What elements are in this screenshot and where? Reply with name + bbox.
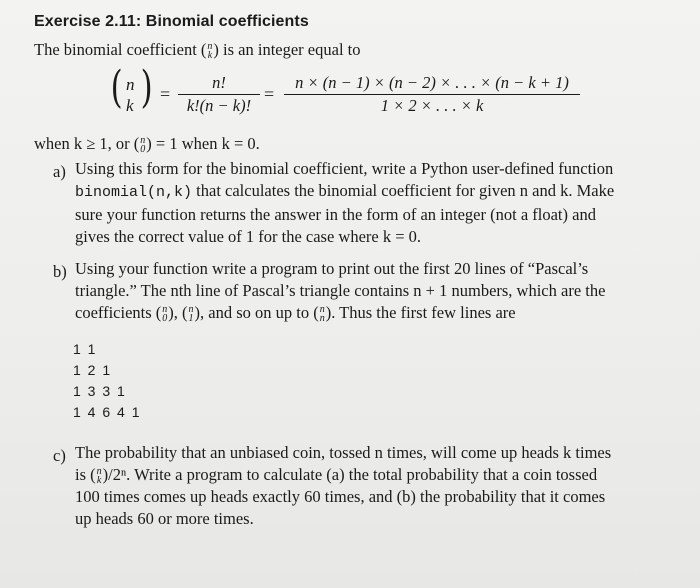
binom-bottom: k (207, 50, 213, 62)
binom-bottom: n (319, 313, 325, 325)
intro-line (34, 40, 361, 60)
item-c-text (75, 442, 611, 530)
item-c-line-3: 100 times comes up heads exactly 60 times, and (b) the probability that it comes (75, 487, 606, 506)
item-b-line-3 (75, 302, 605, 324)
binom-top: n (162, 304, 168, 316)
item-b-text (75, 258, 605, 324)
intro-text-before: The binomial coefficient ( (34, 40, 207, 59)
binom-bottom: 0 (162, 313, 168, 325)
when-line (34, 134, 260, 154)
item-a-line-4: gives the correct value of 1 for the case where k = 0. (75, 227, 422, 246)
item-a-label: a) (53, 162, 66, 181)
item-a-line-3: sure your function returns the answer in the form of an integer (not a float) and (75, 205, 596, 224)
item-c-line-4: up heads 60 or more times. (75, 509, 254, 528)
code-binomial-function: binomial(n,k) (75, 184, 193, 201)
item-b-line-2: triangle.” The nth line of Pascal’s triangle contains n + 1 numbers, which are the (75, 281, 606, 300)
item-b-line-3-post: ). Thus the first few lines are (325, 303, 516, 322)
lhs-n: n (126, 75, 135, 94)
when-text-1: when k ≥ 1, or ( (34, 134, 140, 153)
fraction2-denominator: 1 × 2 × . . . × k (380, 96, 484, 115)
item-c-label: c) (53, 446, 66, 465)
item-c-line-2-post: )/2ⁿ. Write a program to calculate (a) the total probability that a coin tossed (102, 465, 598, 484)
inline-binomial (96, 467, 103, 485)
pascal-triangle-lines (73, 339, 141, 423)
fraction1-denominator: k!(n − k)! (186, 96, 252, 115)
lhs-k: k (126, 96, 134, 115)
item-b-line-3-mid1: ), ( (168, 303, 188, 322)
equals-sign-2: = (264, 84, 275, 104)
binom-top: n (319, 304, 325, 316)
item-b-label: b) (53, 262, 67, 281)
binom-top: n (207, 41, 213, 53)
when-text-2: ) = 1 when k = 0. (146, 134, 260, 153)
binom-bottom: k (96, 475, 102, 487)
pascal-line: 1 1 (73, 341, 97, 357)
factorial-fraction (178, 73, 260, 116)
item-c-line-2 (75, 464, 611, 486)
exercise-heading: Exercise 2.11: Binomial coefficients (34, 13, 309, 30)
item-a-line-2 (75, 180, 614, 204)
item-a-line-1: Using this form for the binomial coefficient, write a Python user-defined function (75, 159, 614, 178)
item-b-line-3-pre: coefficients ( (75, 303, 162, 322)
inline-binomial (188, 305, 195, 323)
pascal-line: 1 4 6 4 1 (73, 404, 141, 420)
item-b-line-3-mid2: ), and so on up to ( (194, 303, 319, 322)
item-c-line-1: The probability that an unbiased coin, tossed n times, will come up heads k times (75, 443, 612, 462)
equation-lhs-binomial: ( n k ) (110, 62, 153, 115)
fraction1-numerator: n! (212, 73, 226, 92)
intro-text-after: ) is an integer equal to (213, 40, 361, 59)
pascal-line: 1 3 3 1 (73, 383, 127, 399)
item-c-line-2-pre: is ( (75, 465, 96, 484)
binom-top: n (96, 466, 102, 478)
item-a-text (75, 158, 614, 248)
item-b-line-1: Using your function write a program to print out the first 20 lines of “Pascal’s (75, 259, 589, 278)
product-fraction (284, 73, 580, 116)
binom-top: n (188, 304, 194, 316)
equals-sign-1: = (160, 84, 171, 104)
inline-binomial (319, 305, 326, 323)
binom-top: n (140, 135, 146, 147)
pascal-line: 1 2 1 (73, 362, 112, 378)
item-a-line-2-rest: that calculates the binomial coefficient for given n and k. Make (192, 181, 615, 200)
fraction2-numerator: n × (n − 1) × (n − 2) × . . . × (n − k + 1) (295, 73, 569, 92)
binom-bottom: 1 (188, 313, 194, 325)
binom-bottom: 0 (140, 144, 146, 156)
